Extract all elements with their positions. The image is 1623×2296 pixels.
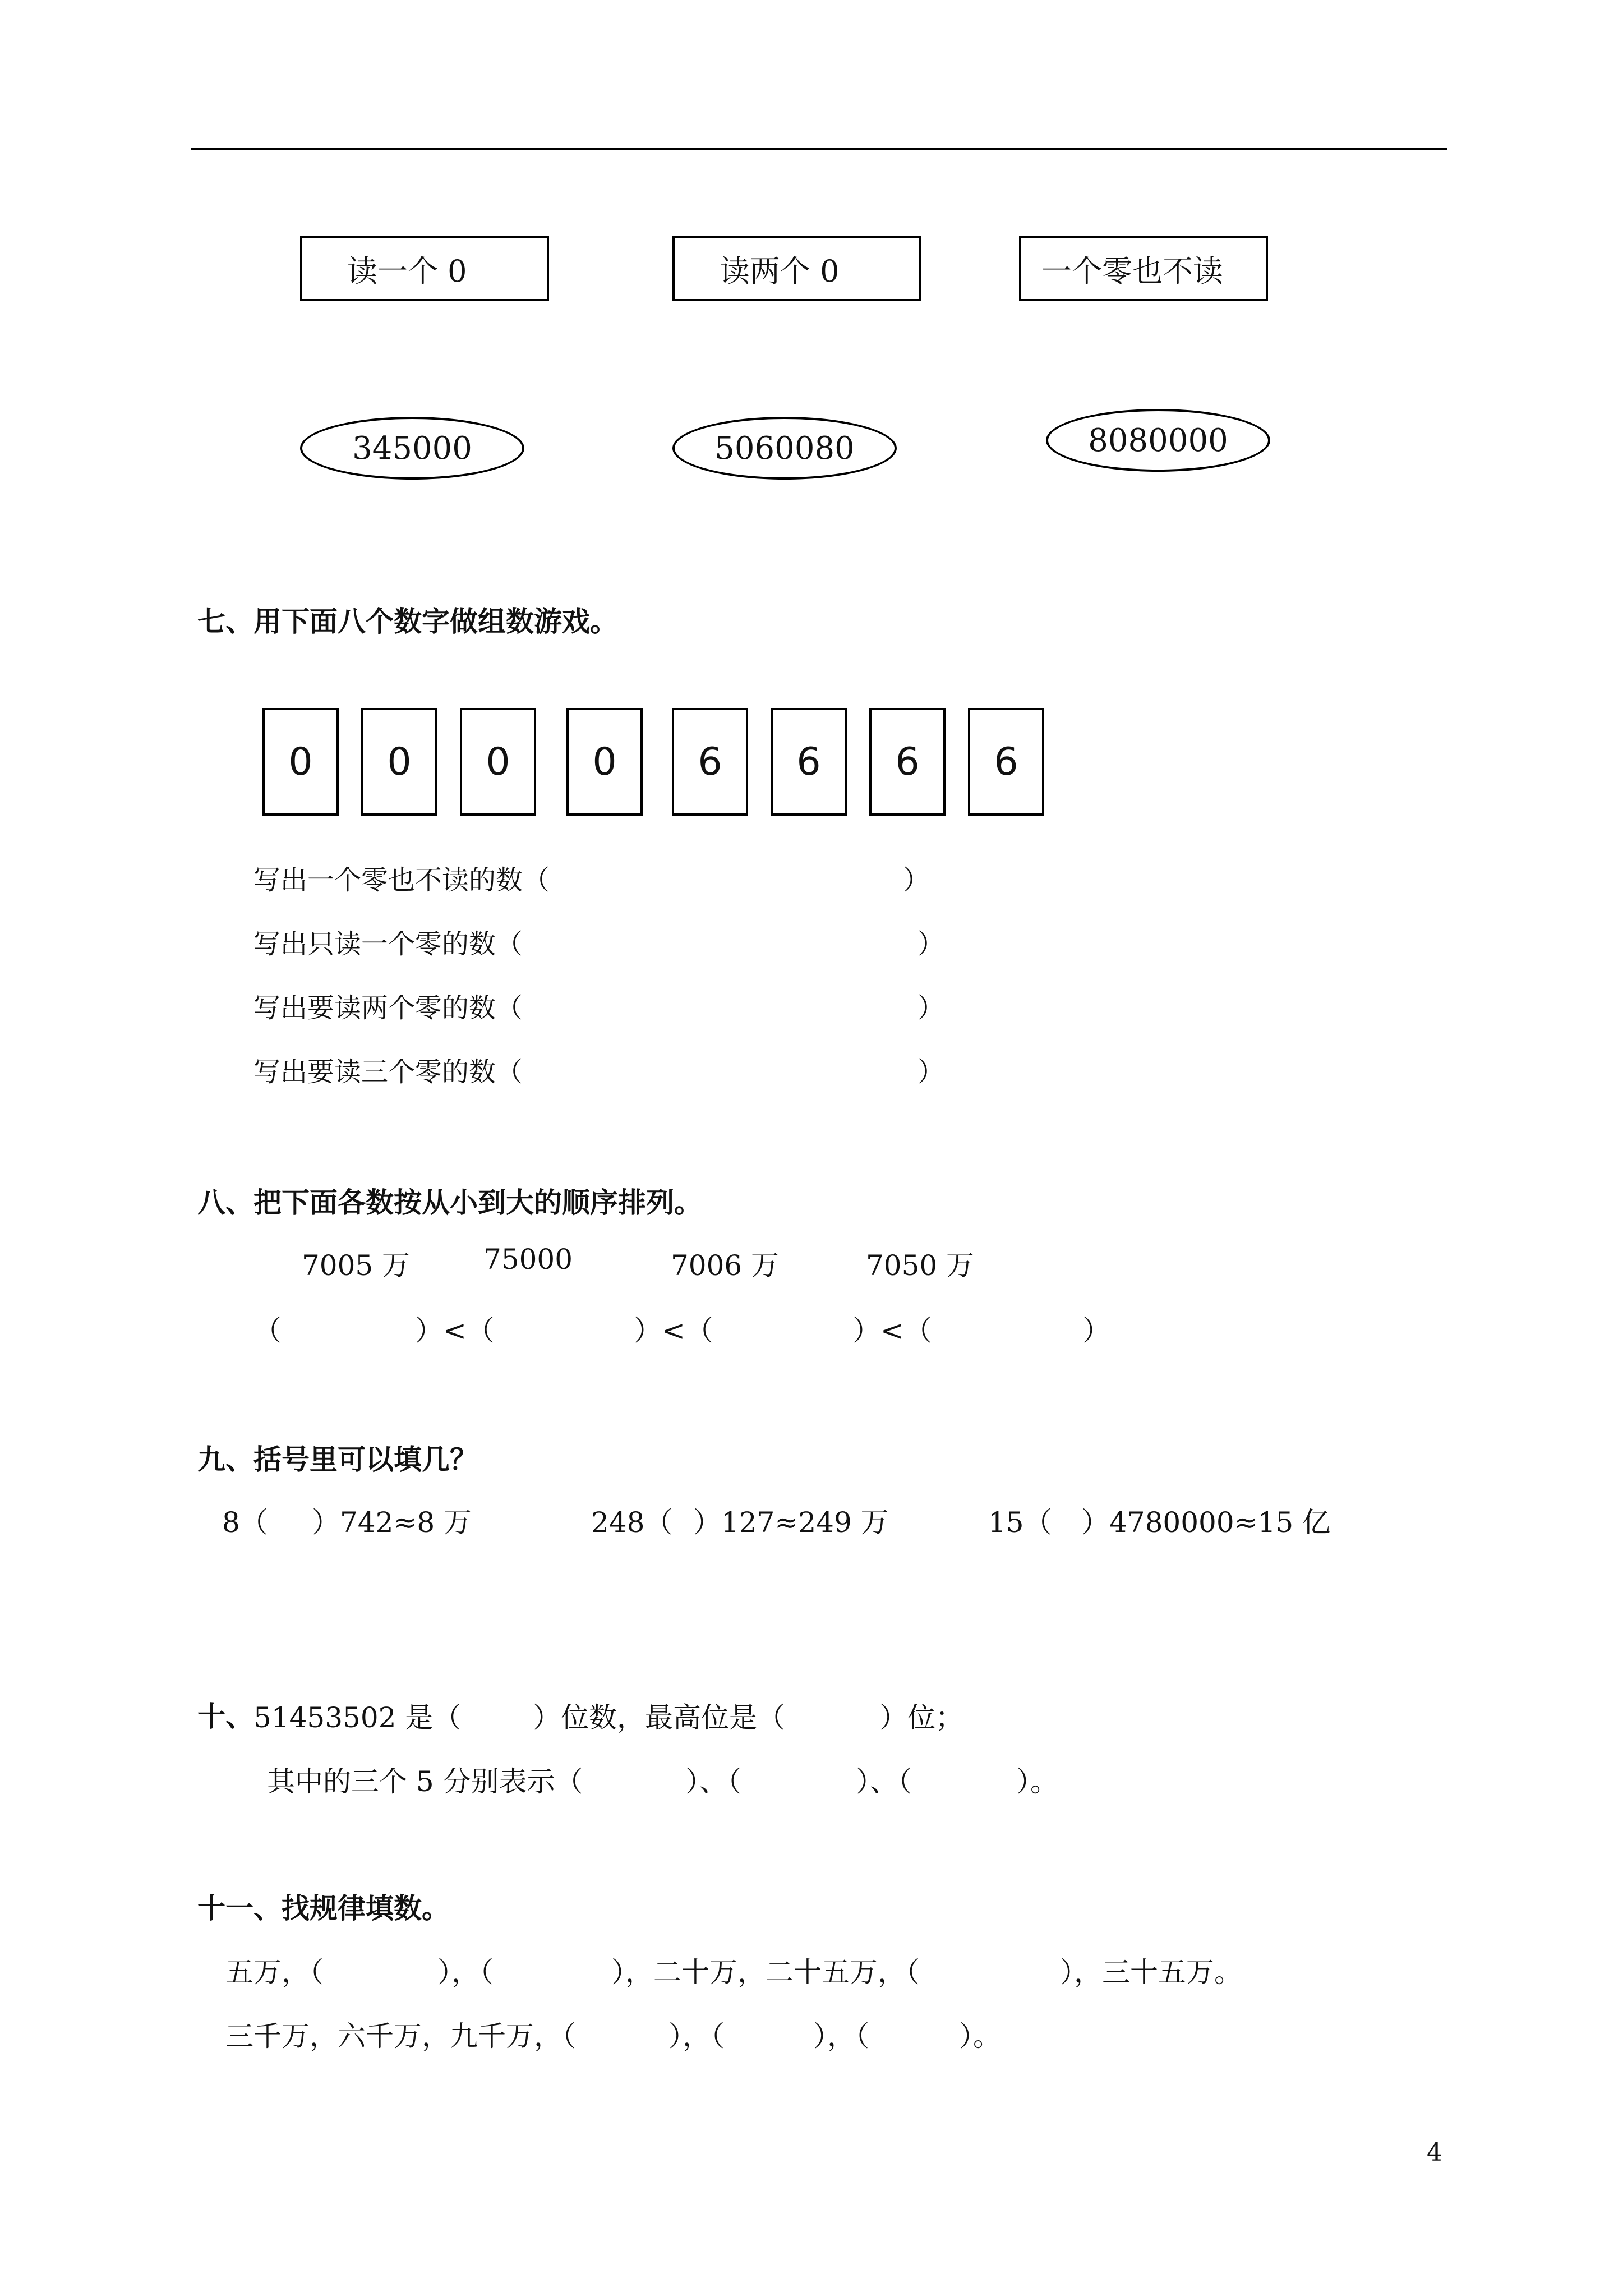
estimate-pre: 8（ [222, 1506, 268, 1539]
order-blank-paren: ）<（ [415, 1314, 495, 1347]
order-blank-paren: ）<（ [852, 1314, 932, 1347]
write-one-zero-label: 写出只读一个零的数（ [253, 928, 523, 960]
close-paren: ） [903, 864, 930, 896]
digit-card: 0 [262, 708, 339, 816]
digit-card: 6 [771, 708, 847, 816]
close-paren: ） [917, 992, 945, 1024]
write-three-zeros-label: 写出要读三个零的数（ [253, 1056, 523, 1088]
section10-line2-part: ）。 [1016, 1765, 1058, 1798]
estimate-pre: 248（ [591, 1506, 673, 1539]
reading-box-no-zero [1019, 236, 1268, 301]
box-label: 一个零也不读 [1041, 253, 1223, 289]
close-paren: ） [917, 1056, 945, 1088]
digit-card: 0 [361, 708, 437, 816]
section10-line2-part: 其中的三个 5 分别表示（ [267, 1765, 583, 1798]
section10-line2-part: ）、（ [685, 1765, 741, 1798]
section10-line2-part: ）、（ [856, 1765, 912, 1798]
write-no-zero-label: 写出一个零也不读的数（ [253, 864, 550, 896]
oval-number: 8080000 [1088, 422, 1228, 459]
oval-number: 345000 [352, 430, 472, 467]
reading-box-one-zero [300, 236, 549, 301]
section10-line1-part: 51453502 是（ [253, 1701, 462, 1734]
number-item: 7050 万 [866, 1249, 975, 1282]
section11-line1-part: ），（ [437, 1956, 494, 1989]
estimate-post: ）4780000≈15 亿 [1081, 1506, 1331, 1539]
section8-heading: 八、把下面各数按从小到大的顺序排列。 [197, 1186, 702, 1219]
digit-card: 0 [566, 708, 643, 816]
section11-line1-part: ），二十万，二十五万，（ [611, 1956, 920, 1989]
page-number: 4 [1427, 2138, 1442, 2167]
order-blank-paren: （ [253, 1314, 282, 1347]
number-item: 75000 [483, 1243, 573, 1276]
section11-line2-part: ）。 [959, 2020, 1001, 2053]
section10-line1-part: ）位数，最高位是（ [533, 1701, 785, 1734]
section11-line1-part: 五万，（ [225, 1956, 324, 1989]
oval-number: 5060080 [714, 430, 855, 467]
section10-prefix: 十、 [197, 1700, 253, 1733]
estimate-post: ）742≈8 万 [312, 1506, 472, 1539]
section11-line2-part: ），（ [813, 2020, 869, 2053]
box-label: 读两个 0 [720, 253, 840, 289]
section11-heading: 十一、找规律填数。 [197, 1892, 450, 1925]
section11-line1-part: ），三十五万。 [1060, 1956, 1242, 1989]
order-blank-paren: ） [1082, 1314, 1110, 1347]
number-oval [1046, 409, 1270, 472]
digit-card: 6 [968, 708, 1044, 816]
reading-box-two-zeros [672, 236, 921, 301]
order-blank-paren: ）<（ [634, 1314, 713, 1347]
close-paren: ） [917, 928, 945, 960]
section7-heading: 七、用下面八个数字做组数游戏。 [197, 605, 618, 638]
top-rule [191, 148, 1447, 150]
section10-line1-part: ）位； [879, 1701, 963, 1734]
estimate-post: ）127≈249 万 [693, 1506, 889, 1539]
box-label: 读一个 0 [347, 253, 467, 289]
number-oval [672, 417, 897, 480]
digit-card: 6 [869, 708, 946, 816]
number-item: 7006 万 [671, 1249, 780, 1282]
estimate-pre: 15（ [988, 1506, 1052, 1539]
number-oval [300, 417, 524, 480]
section9-heading: 九、括号里可以填几？ [197, 1443, 478, 1476]
digit-card: 0 [460, 708, 536, 816]
number-item: 7005 万 [302, 1249, 411, 1282]
digit-card: 6 [672, 708, 748, 816]
section11-line2-part: ），（ [668, 2020, 725, 2053]
write-two-zeros-label: 写出要读两个零的数（ [253, 992, 523, 1024]
section11-line2-part: 三千万，六千万，九千万，（ [225, 2020, 576, 2053]
